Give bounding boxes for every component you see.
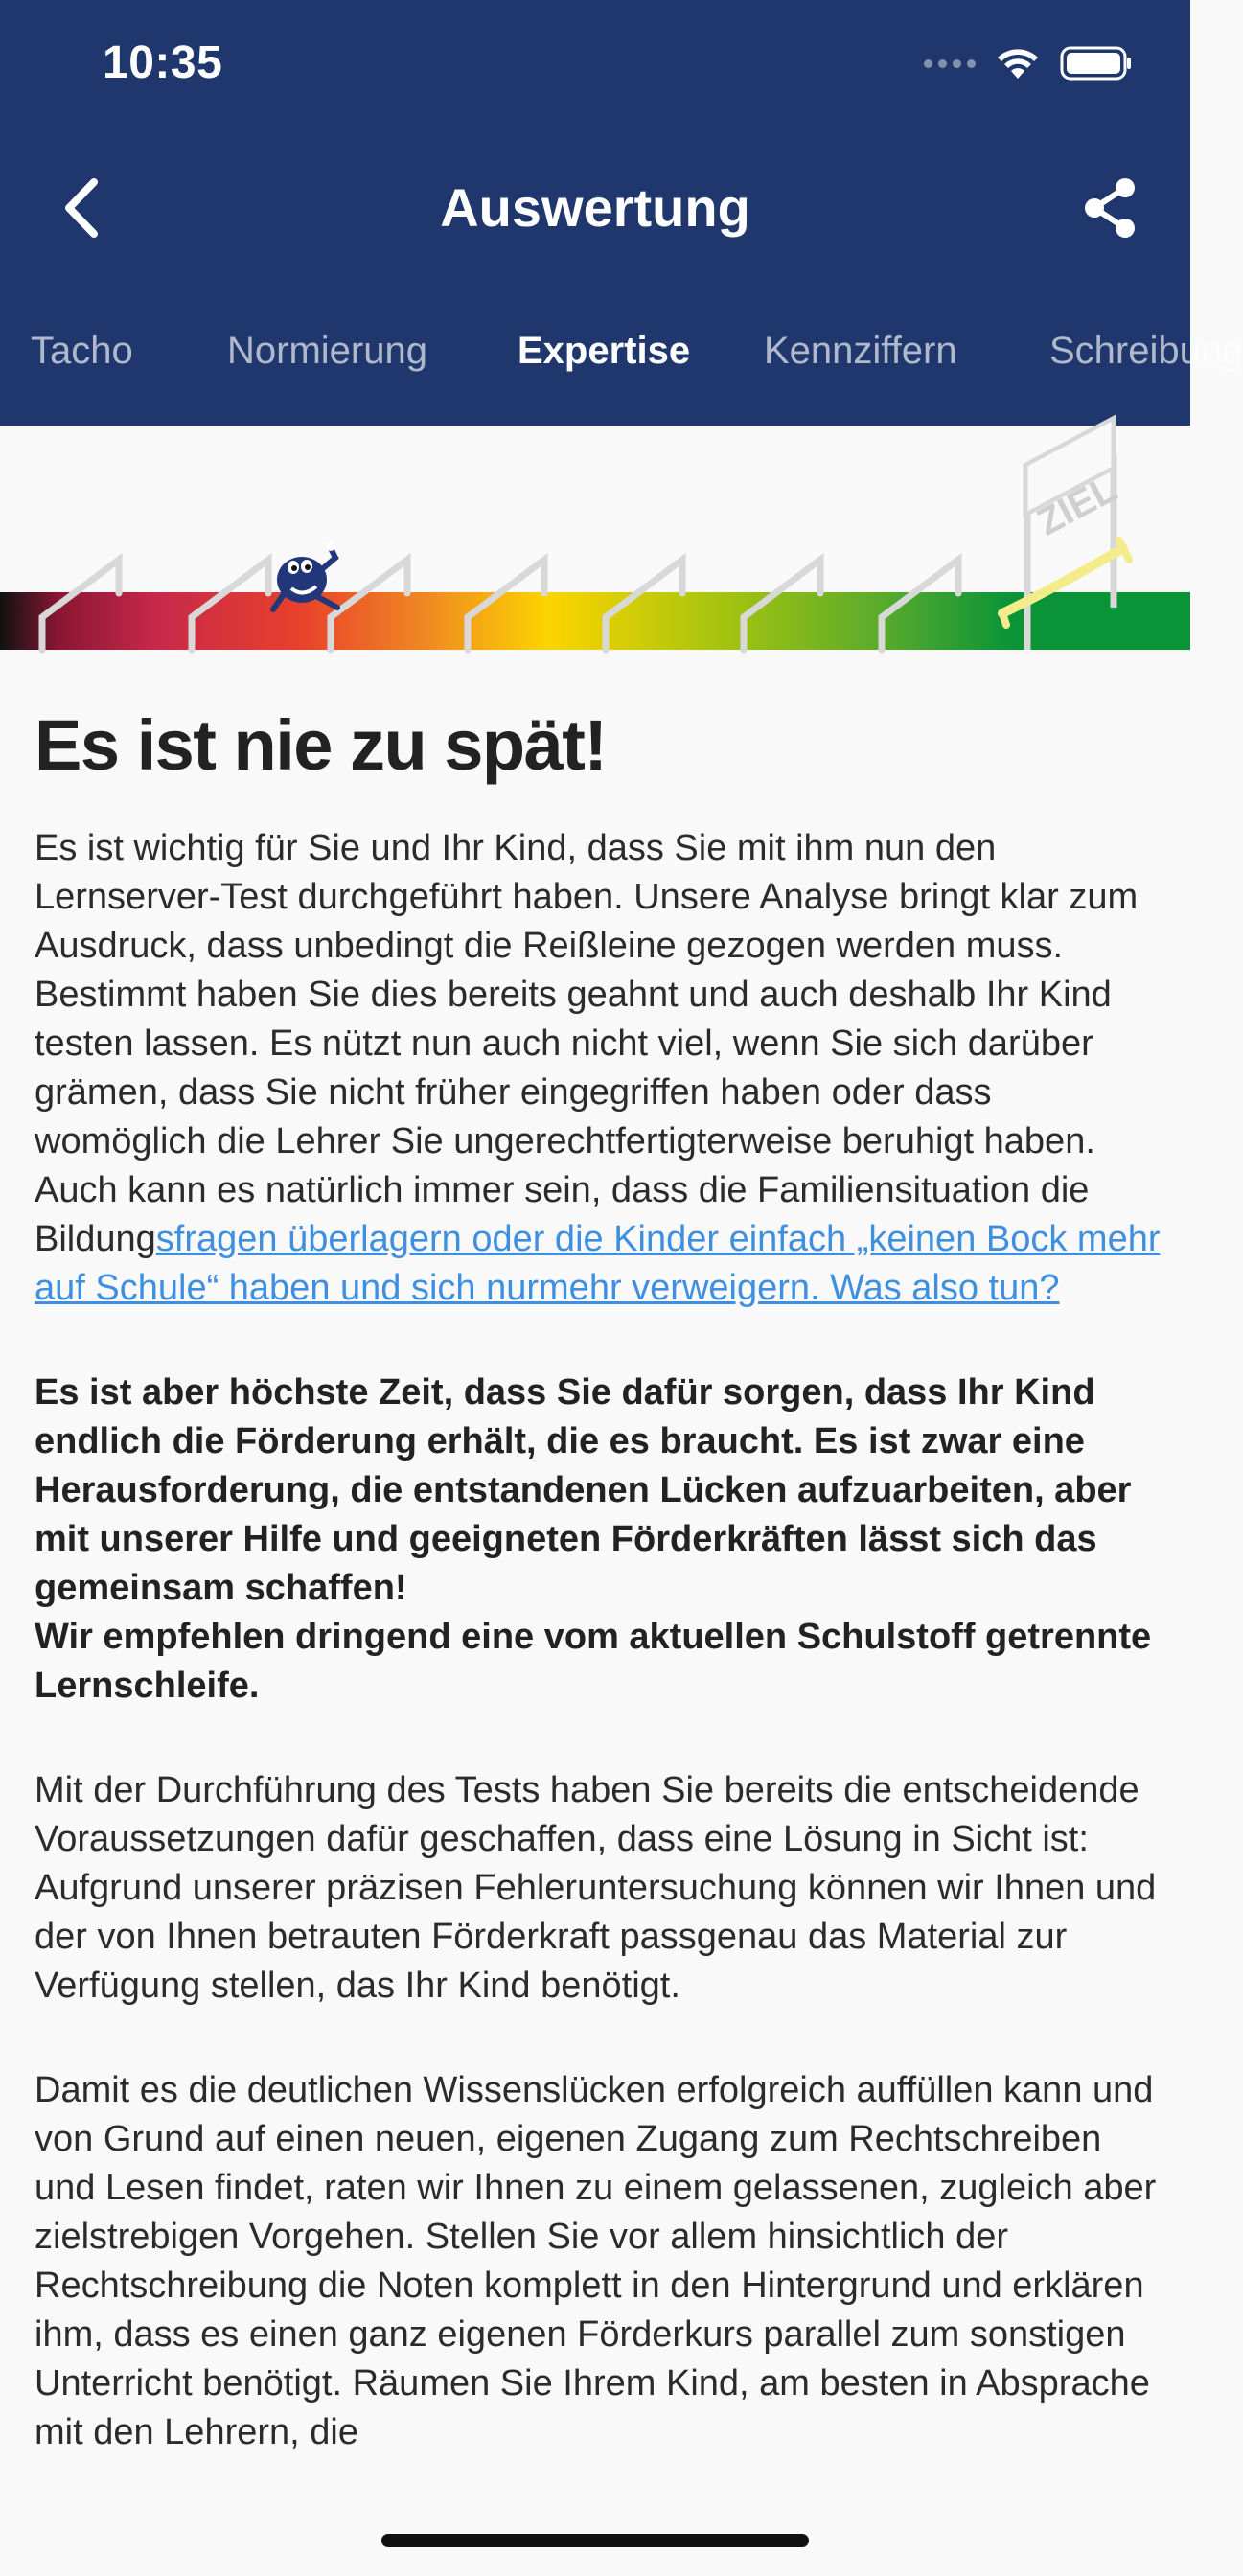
tab-schreibung[interactable]: Schreibung xyxy=(1049,330,1243,372)
paragraph-advice: Damit es die deutlichen Wissenslücken erfolgreich auffüllen kann und von Grund auf einen neuen, eigenen Zugang zum Rechtschreiben und Lesen findet, raten wir Ihnen zu einem gelassenen, zugleich aber zielstrebigen Vorgehen. Stellen Sie vor allem hinsichtlich der Rechtschreibung die Noten komplett in den Hintergrund und erklären ihm, dass es einen ganz eigenen Förderkurs parallel zum sonstigen Unterricht benötigt. Räumen Sie Ihrem Kind, am besten in Absprache mit den Lehrern, die xyxy=(35,2070,1157,2452)
recommendation-line-2: Wir empfehlen dringend eine vom aktuellen Schulstoff getrennte Lernschleife. xyxy=(35,1617,1152,1706)
app-header xyxy=(0,0,1243,426)
battery-icon xyxy=(1060,45,1133,81)
paragraph-test-result: Mit der Durchführung des Tests haben Sie bereits die entscheidende Voraussetzungen dafür geschaffen, dass eine Lösung in Sicht ist: Aufgrund unserer präzisen Fehleruntersuchung können wir Ihnen und der von Ihnen betrauten Förderkraft passgenau das Material zur Verfügung stellen, das Ihr Kind benötigt. xyxy=(35,1770,1157,2006)
tab-tacho[interactable]: Tacho xyxy=(31,330,133,372)
goal-label: ZIEL xyxy=(1030,467,1124,544)
cellular-signal-icon xyxy=(924,59,976,68)
article-content xyxy=(35,704,1165,2513)
inline-link[interactable]: sfragen überlagern oder die Kinder einfach „keinen Bock mehr auf Schule“ haben und sich nurmehr verweigern. Was also tun? xyxy=(35,1219,1161,1308)
share-button[interactable] xyxy=(1077,174,1144,242)
mascot-icon xyxy=(273,541,337,610)
tab-expertise[interactable]: Expertise xyxy=(518,330,691,372)
paragraph-intro-text: Es ist wichtig für Sie und Ihr Kind, dass Sie mit ihm nun den Lernserver-Test durchgeführt haben. Unsere Analyse bringt klar zum Ausdruck, dass unbedingt die Reißleine gezogen werden muss. Bestimmt haben Sie dies bereits geahnt und auch deshalb Ihr Kind testen lassen. Es nützt nun auch nicht viel, wenn Sie sich darüber grämen, dass Sie nicht früher eingegriffen haben oder dass womöglich die Lehrer Sie ungerechtfertigterweise beruhigt haben. Auch kann es natürlich immer sein, dass die Familiensituation die Bildung xyxy=(35,828,1139,1259)
paragraph-intro xyxy=(35,824,1165,1313)
status-icons xyxy=(924,42,1133,84)
tab-bar xyxy=(0,316,1243,393)
article-title: Es ist nie zu spät! xyxy=(35,705,607,785)
tab-kennziffern[interactable]: Kennziffern xyxy=(764,330,957,372)
paragraph-recommendation xyxy=(35,1368,1165,1711)
recommendation-line-1: Es ist aber höchste Zeit, dass Sie dafür sorgen, dass Ihr Kind endlich die Förderung erhält, die es braucht. Es ist zwar eine Herausforderung, die entstandenen Lücken aufzuarbeiten, aber mit unserer Hilfe und geeigneten Förderkräften lässt sich das gemeinsam schaffen! xyxy=(35,1372,1132,1608)
progress-track-illustration xyxy=(0,426,1190,654)
share-icon xyxy=(1077,174,1144,242)
home-indicator[interactable] xyxy=(381,2534,809,2547)
wifi-icon xyxy=(995,46,1041,80)
tab-normierung[interactable]: Normierung xyxy=(227,330,427,372)
race-track-graphic xyxy=(0,426,1190,654)
page-title: Auswertung xyxy=(440,177,750,238)
status-time: 10:35 xyxy=(103,37,223,88)
